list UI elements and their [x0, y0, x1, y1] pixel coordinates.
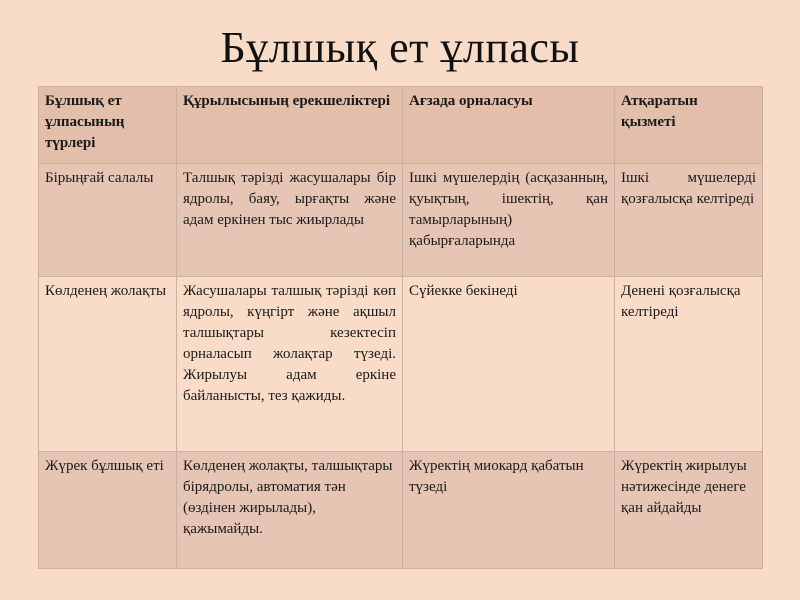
header-cell-function: Атқаратын қызметі [615, 87, 763, 164]
header-cell-structure: Құрылысының ерекшеліктері [177, 87, 403, 164]
table-row [39, 277, 763, 452]
table-row [39, 164, 763, 277]
muscle-tissue-table [38, 86, 763, 569]
table-cell: Талшық тәрізді жасушалары бір ядролы, баяу, ырғақты және адам еркінен тыс жиырлады [177, 164, 403, 277]
table-cell: Денені қозғалысқа келтіреді [615, 277, 763, 452]
table-cell: Сүйекке бекінеді [403, 277, 615, 452]
table-cell: Жүректің миокард қабатын түзеді [403, 452, 615, 569]
header-cell-types: Бұлшық ет ұлпасының түрлері [39, 87, 177, 164]
table-header-row [39, 87, 763, 164]
table-row [39, 452, 763, 569]
table-cell: Көлденең жолақты [39, 277, 177, 452]
table-cell: Жүрек бұлшық еті [39, 452, 177, 569]
table-cell: Ішкі мүшелерді қозғалысқа келтіреді [615, 164, 763, 277]
table-cell: Көлденең жолақты, талшықтары бірядролы, автоматия тән (өздінен жирылады), қажымайды. [177, 452, 403, 569]
table-cell: Жүректің жирылуы нәтижесінде денеге қан айдайды [615, 452, 763, 569]
page-title: Бұлшық ет ұлпасы [220, 23, 580, 72]
table-cell: Жасушалары талшық тәрізді көп ядролы, күңгірт және ақшыл талшықтары кезектесіп орналасып жолақтар түзеді. Жирылуы адам еркіне байланысты, тез қажиды. [177, 277, 403, 452]
header-cell-location: Ағзада орналасуы [403, 87, 615, 164]
table-cell: Бірыңғай салалы [39, 164, 177, 277]
table-cell: Ішкі мүшелердің (асқазанның, қуықтың, ішектің, қан тамырларының) қабырғаларында [403, 164, 615, 277]
